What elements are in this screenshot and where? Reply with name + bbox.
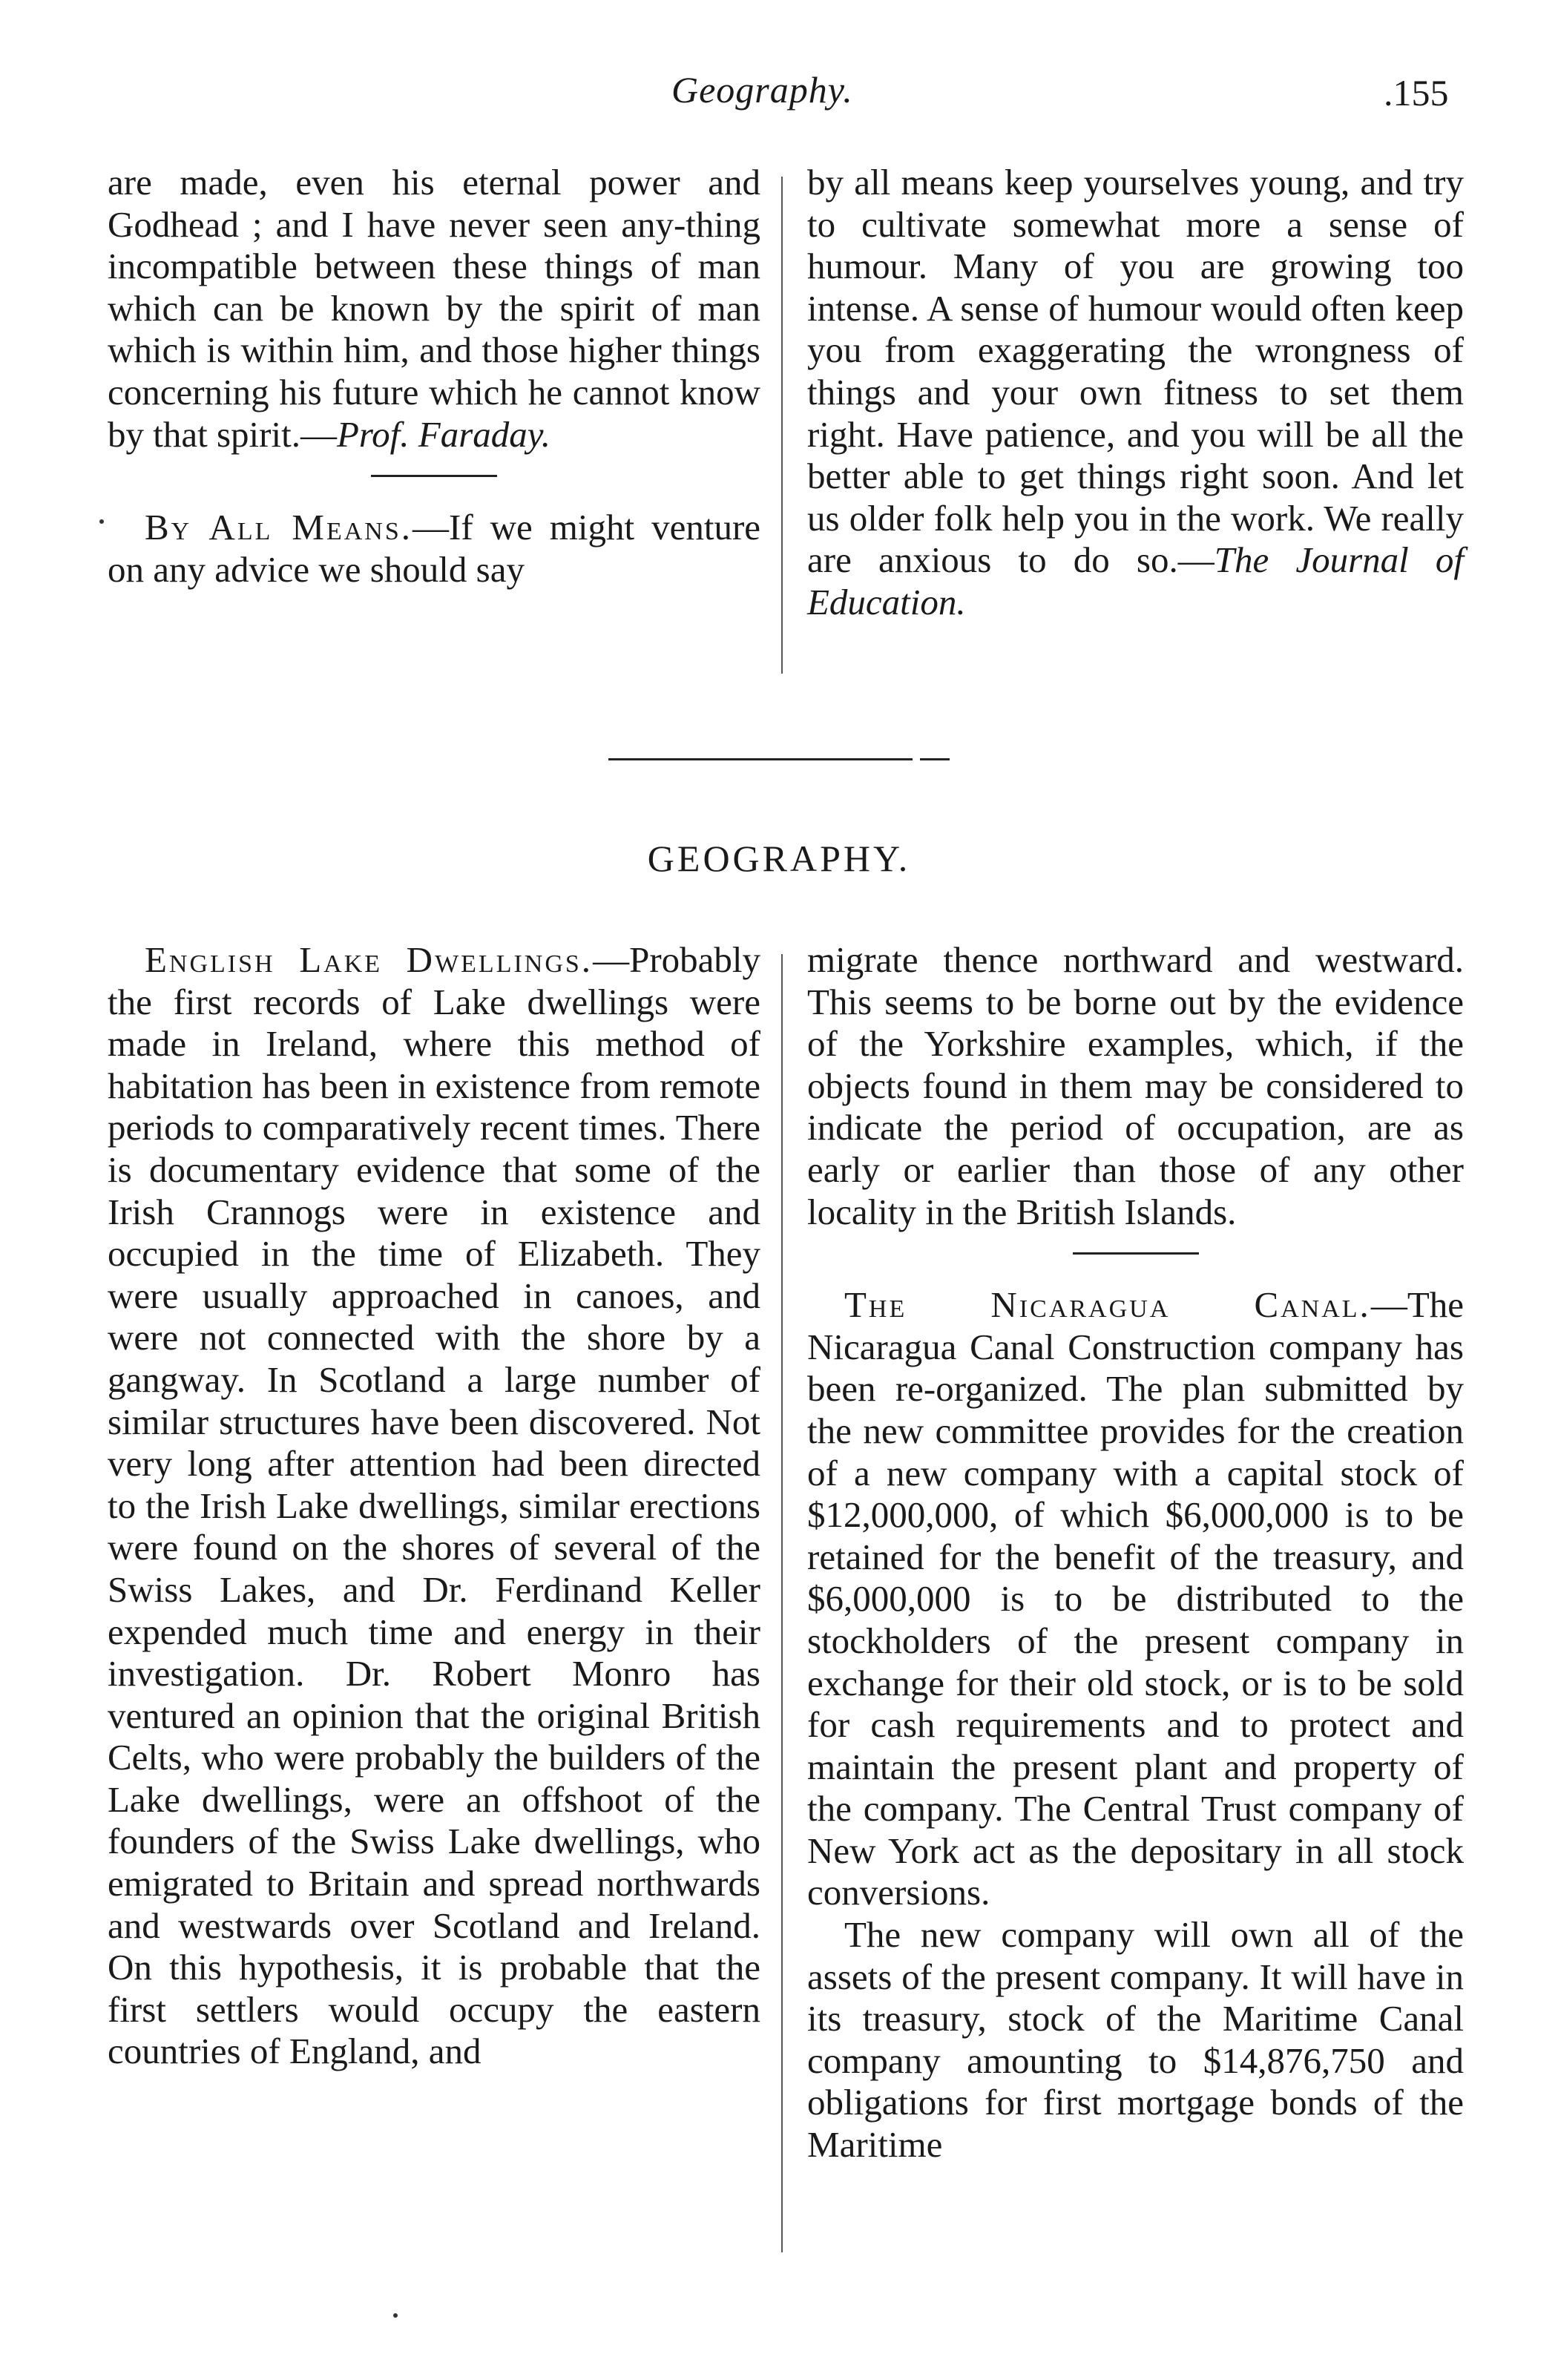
faraday-attribution: Prof. Faraday. [336, 413, 551, 455]
by-all-means-paragraph [108, 507, 760, 591]
lake-dwellings-text: —Probably the first records of Lake dwellings were made in Ireland, where this method of habitation has been in existence from remote periods to comparatively recent times. There is documentary evidence that some of the Irish Crannogs were in existence and occupied in the time of Elizabeth. They were usually approached in canoes, and were not connected with the shore by a gangway. In Scotland a large number of similar structures have been discovered. Not very long after attention had been directed to the Irish Lake dwellings, similar erections were found on the shores of several of the Swiss Lakes, and Dr. Ferdinand Keller expended much time and energy in their investigation. Dr. Robert Monro has ventured an opinion that the original British Celts, who were probably the builders of the Lake dwellings, were an offshoot of the founders of the Swiss Lake dwellings, who emigrated to Britain and spread northwards and westwards over Scotland and Ireland. On this hypothesis, it is probable that the first settlers would occupy the eastern countries of England, and [108, 939, 760, 2072]
by-all-means-lead: By All Means. [145, 507, 413, 548]
nicaragua-paragraph [807, 1284, 1464, 1914]
section-rule [608, 758, 913, 760]
by-all-means-text: —If we might venture on any advice we should say [108, 507, 761, 590]
top-left-column [108, 162, 760, 591]
journal-attribution: The Journal of Education. [807, 539, 1465, 622]
lake-dwellings-lead: English Lake Dwellings. [145, 939, 594, 980]
new-company-paragraph: The new company will own all of the assets of the present company. It will have in its treasury, stock of the Maritime Canal company amounting to $14,876,750 and obligations for first mortgage bonds of the Maritime [807, 1914, 1464, 2166]
faraday-paragraph-text: are made, even his eternal power and Godhead ; and I have never seen any-thing incompatible between these things of man which can be known by the spirit of man which is within him, and those higher things concerning his future which he cannot know by that spirit.— [108, 162, 760, 455]
running-title: Geography. [671, 69, 853, 111]
journal-paragraph-text: by all means keep yourselves young, and try to cultivate somewhat more a sense of humour. Many of you are growing too intense. A sense of humour would often keep you from exaggerating the wrongness of things and your own fitness to set them right. Have patience, and you will be all the better able to get things right soon. And let us older folk help you in the work. We really are anxious to do so.— [807, 162, 1464, 581]
bottom-left-column [108, 939, 760, 2073]
column-divider-bottom [781, 954, 783, 2252]
section-rule-end [920, 758, 950, 760]
separator-rule [1073, 1252, 1199, 1255]
top-right-column [807, 162, 1464, 624]
ink-speck [99, 519, 104, 524]
lake-dwellings-continued: migrate thence northward and westward. This seems to be borne out by the evidence of the Yorkshire examples, which, if the objects found in them may be considered to indicate the period of occupation, are as early or earlier than those of any other locality in the British Islands. [807, 939, 1464, 1232]
page-number: .155 [1384, 72, 1449, 114]
column-divider-top [781, 177, 783, 674]
journal-paragraph [807, 162, 1464, 624]
separator-rule [371, 475, 497, 477]
nicaragua-lead: The Nicaragua Canal. [844, 1284, 1371, 1326]
running-head [0, 68, 1558, 128]
ink-speck [393, 2313, 398, 2318]
section-heading: GEOGRAPHY. [647, 838, 911, 879]
bottom-right-column [807, 939, 1464, 2166]
nicaragua-text: —The Nicaragua Canal Construction company has been re-organized. The plan submitted by the new committee provides for the creation of a new company with a capital stock of $12,000,000, of which $6,000,000 is to be retained for the benefit of the treasury, and $6,000,000 is to be distributed to the stockholders of the present company in exchange for their old stock, or is to be sold for cash requirements and to protect and maintain the present plant and property of the company. The Central Trust company of New York act as the depositary in all stock conversions. [807, 1284, 1464, 1913]
faraday-paragraph [108, 162, 760, 456]
lake-dwellings-paragraph [108, 939, 760, 2073]
